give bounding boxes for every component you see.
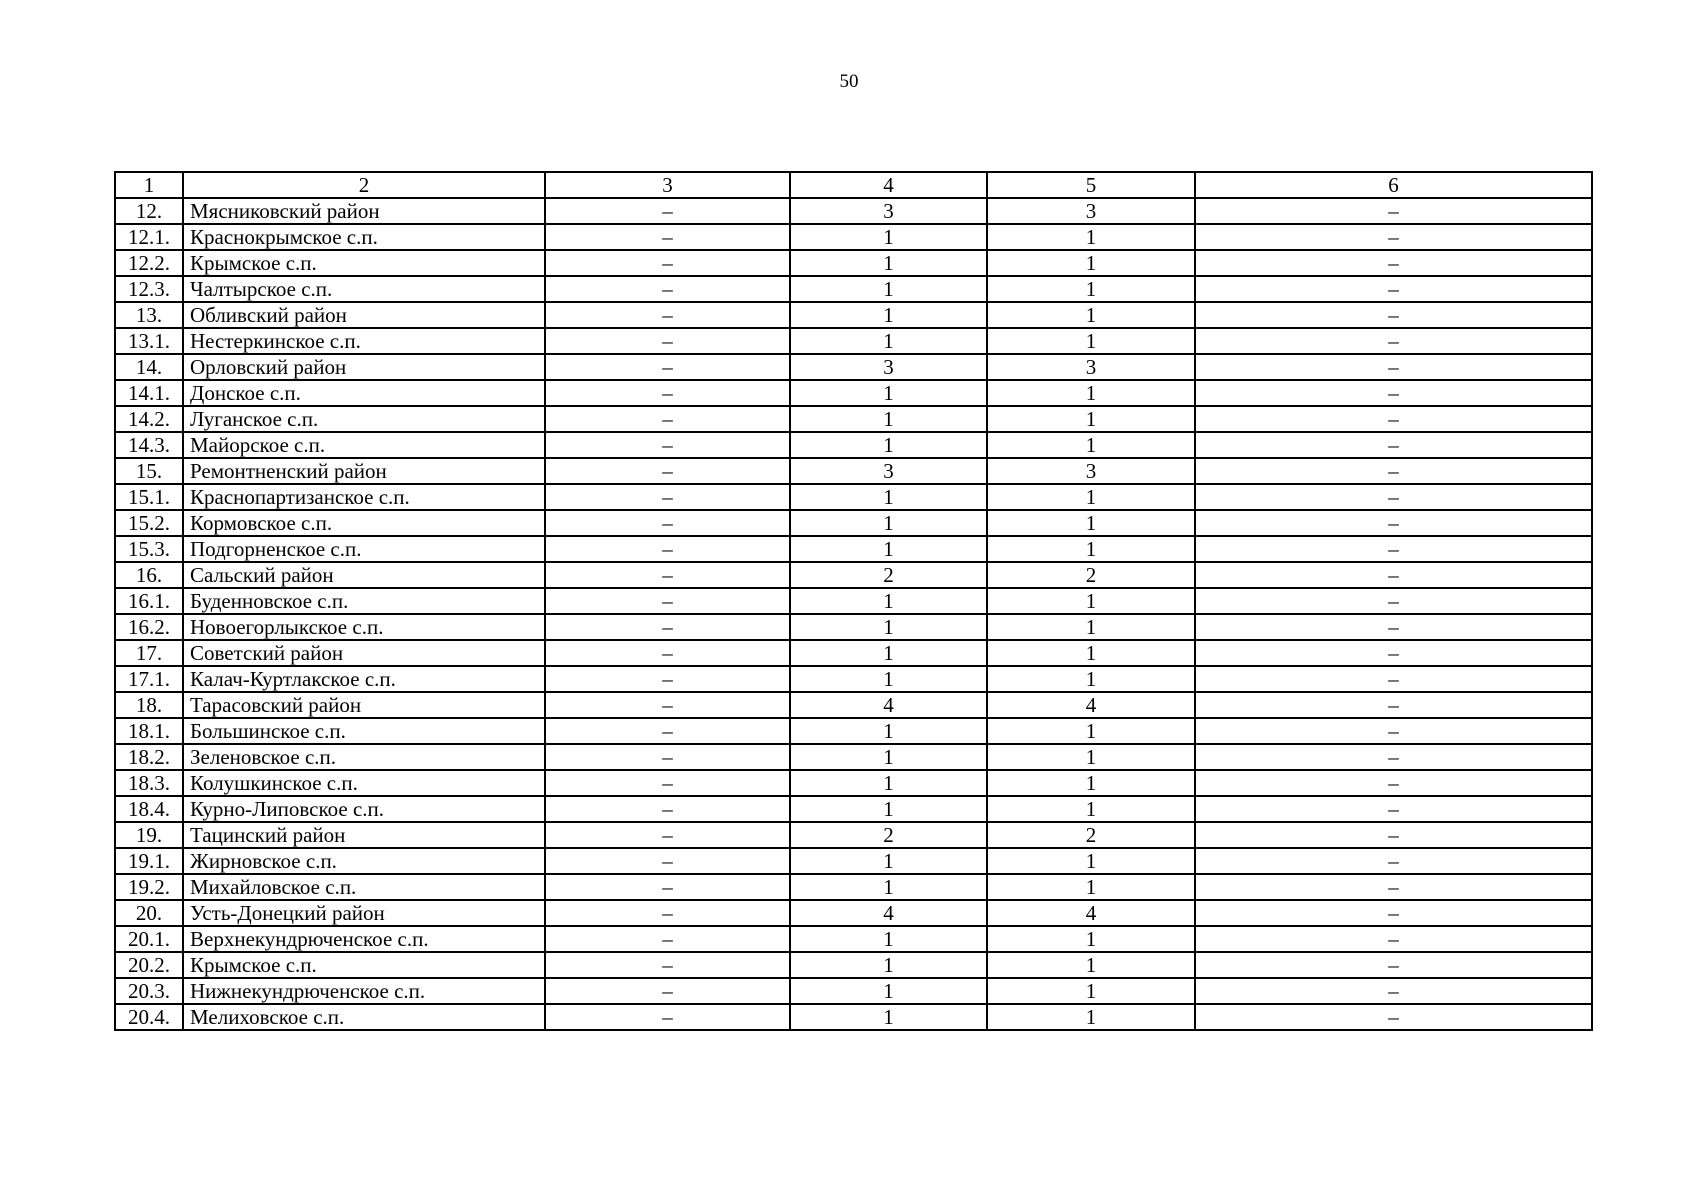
row-number-cell: 15. bbox=[115, 458, 183, 484]
col6-cell: – bbox=[1195, 614, 1592, 640]
col5-cell: 1 bbox=[987, 328, 1195, 354]
row-name-cell: Краснопартизанское с.п. bbox=[183, 484, 545, 510]
col3-cell: – bbox=[545, 562, 790, 588]
col6-cell: – bbox=[1195, 380, 1592, 406]
table-row bbox=[115, 744, 1592, 770]
table-row bbox=[115, 952, 1592, 978]
col4-cell: 4 bbox=[790, 692, 987, 718]
row-name-cell: Колушкинское с.п. bbox=[183, 770, 545, 796]
col3-cell: – bbox=[545, 224, 790, 250]
col5-cell: 1 bbox=[987, 614, 1195, 640]
table-row bbox=[115, 198, 1592, 224]
col5-cell: 1 bbox=[987, 510, 1195, 536]
col5-cell: 3 bbox=[987, 354, 1195, 380]
table-row bbox=[115, 692, 1592, 718]
col5-cell: 1 bbox=[987, 770, 1195, 796]
table-row bbox=[115, 536, 1592, 562]
col6-cell: – bbox=[1195, 458, 1592, 484]
row-name-cell: Большинское с.п. bbox=[183, 718, 545, 744]
col3-cell: – bbox=[545, 900, 790, 926]
col4-cell: 1 bbox=[790, 380, 987, 406]
col6-cell: – bbox=[1195, 510, 1592, 536]
col6-cell: – bbox=[1195, 536, 1592, 562]
column-header: 2 bbox=[183, 172, 545, 198]
col3-cell: – bbox=[545, 406, 790, 432]
col4-cell: 1 bbox=[790, 1004, 987, 1030]
row-number-cell: 12.3. bbox=[115, 276, 183, 302]
col4-cell: 1 bbox=[790, 484, 987, 510]
col3-cell: – bbox=[545, 874, 790, 900]
col3-cell: – bbox=[545, 302, 790, 328]
table-row bbox=[115, 874, 1592, 900]
row-number-cell: 18.3. bbox=[115, 770, 183, 796]
row-number-cell: 13.1. bbox=[115, 328, 183, 354]
col6-cell: – bbox=[1195, 874, 1592, 900]
col6-cell: – bbox=[1195, 848, 1592, 874]
col6-cell: – bbox=[1195, 640, 1592, 666]
col5-cell: 2 bbox=[987, 562, 1195, 588]
row-number-cell: 16.1. bbox=[115, 588, 183, 614]
row-name-cell: Жирновское с.п. bbox=[183, 848, 545, 874]
row-number-cell: 14.1. bbox=[115, 380, 183, 406]
col6-cell: – bbox=[1195, 484, 1592, 510]
table-row bbox=[115, 848, 1592, 874]
col4-cell: 2 bbox=[790, 562, 987, 588]
col3-cell: – bbox=[545, 536, 790, 562]
row-name-cell: Зеленовское с.п. bbox=[183, 744, 545, 770]
col3-cell: – bbox=[545, 952, 790, 978]
col3-cell: – bbox=[545, 978, 790, 1004]
row-name-cell: Нестеркинское с.п. bbox=[183, 328, 545, 354]
col3-cell: – bbox=[545, 640, 790, 666]
row-name-cell: Ремонтненский район bbox=[183, 458, 545, 484]
col6-cell: – bbox=[1195, 432, 1592, 458]
table-row bbox=[115, 822, 1592, 848]
table-row bbox=[115, 432, 1592, 458]
row-name-cell: Крымское с.п. bbox=[183, 250, 545, 276]
row-number-cell: 14. bbox=[115, 354, 183, 380]
col5-cell: 3 bbox=[987, 198, 1195, 224]
table-row bbox=[115, 796, 1592, 822]
col6-cell: – bbox=[1195, 406, 1592, 432]
column-header: 3 bbox=[545, 172, 790, 198]
col3-cell: – bbox=[545, 822, 790, 848]
col5-cell: 1 bbox=[987, 796, 1195, 822]
col6-cell: – bbox=[1195, 588, 1592, 614]
col5-cell: 1 bbox=[987, 406, 1195, 432]
col4-cell: 1 bbox=[790, 744, 987, 770]
row-number-cell: 12.1. bbox=[115, 224, 183, 250]
col3-cell: – bbox=[545, 926, 790, 952]
row-number-cell: 12. bbox=[115, 198, 183, 224]
col3-cell: – bbox=[545, 458, 790, 484]
row-name-cell: Новоегорлыкское с.п. bbox=[183, 614, 545, 640]
table-row bbox=[115, 250, 1592, 276]
table-row bbox=[115, 224, 1592, 250]
row-number-cell: 13. bbox=[115, 302, 183, 328]
col5-cell: 1 bbox=[987, 952, 1195, 978]
col5-cell: 1 bbox=[987, 640, 1195, 666]
col4-cell: 1 bbox=[790, 588, 987, 614]
col6-cell: – bbox=[1195, 718, 1592, 744]
row-number-cell: 14.3. bbox=[115, 432, 183, 458]
row-number-cell: 18.4. bbox=[115, 796, 183, 822]
row-number-cell: 20.3. bbox=[115, 978, 183, 1004]
row-name-cell: Тарасовский район bbox=[183, 692, 545, 718]
col4-cell: 1 bbox=[790, 536, 987, 562]
col6-cell: – bbox=[1195, 224, 1592, 250]
col5-cell: 1 bbox=[987, 666, 1195, 692]
col4-cell: 1 bbox=[790, 224, 987, 250]
column-header: 4 bbox=[790, 172, 987, 198]
col4-cell: 1 bbox=[790, 874, 987, 900]
table-row bbox=[115, 1004, 1592, 1030]
table-row bbox=[115, 718, 1592, 744]
row-number-cell: 18. bbox=[115, 692, 183, 718]
row-number-cell: 20.4. bbox=[115, 1004, 183, 1030]
col4-cell: 1 bbox=[790, 302, 987, 328]
table-row bbox=[115, 484, 1592, 510]
col6-cell: – bbox=[1195, 796, 1592, 822]
row-name-cell: Калач-Куртлакское с.п. bbox=[183, 666, 545, 692]
col4-cell: 1 bbox=[790, 796, 987, 822]
table-row bbox=[115, 328, 1592, 354]
col6-cell: – bbox=[1195, 744, 1592, 770]
column-header: 5 bbox=[987, 172, 1195, 198]
col4-cell: 3 bbox=[790, 354, 987, 380]
col5-cell: 1 bbox=[987, 874, 1195, 900]
col5-cell: 1 bbox=[987, 484, 1195, 510]
col3-cell: – bbox=[545, 848, 790, 874]
col3-cell: – bbox=[545, 744, 790, 770]
table-row bbox=[115, 458, 1592, 484]
col3-cell: – bbox=[545, 1004, 790, 1030]
col4-cell: 1 bbox=[790, 406, 987, 432]
col5-cell: 1 bbox=[987, 380, 1195, 406]
col4-cell: 1 bbox=[790, 718, 987, 744]
col3-cell: – bbox=[545, 484, 790, 510]
col3-cell: – bbox=[545, 198, 790, 224]
row-name-cell: Крымское с.п. bbox=[183, 952, 545, 978]
col5-cell: 1 bbox=[987, 536, 1195, 562]
table-row bbox=[115, 588, 1592, 614]
col4-cell: 1 bbox=[790, 328, 987, 354]
row-name-cell: Верхнекундрюченское с.п. bbox=[183, 926, 545, 952]
col5-cell: 1 bbox=[987, 302, 1195, 328]
row-number-cell: 15.3. bbox=[115, 536, 183, 562]
row-number-cell: 12.2. bbox=[115, 250, 183, 276]
col5-cell: 1 bbox=[987, 588, 1195, 614]
row-name-cell: Нижнекундрюченское с.п. bbox=[183, 978, 545, 1004]
row-number-cell: 20.2. bbox=[115, 952, 183, 978]
col4-cell: 1 bbox=[790, 770, 987, 796]
col3-cell: – bbox=[545, 796, 790, 822]
col3-cell: – bbox=[545, 250, 790, 276]
row-name-cell: Чалтырское с.п. bbox=[183, 276, 545, 302]
col4-cell: 1 bbox=[790, 666, 987, 692]
col3-cell: – bbox=[545, 510, 790, 536]
col5-cell: 1 bbox=[987, 848, 1195, 874]
col4-cell: 2 bbox=[790, 822, 987, 848]
table-row bbox=[115, 770, 1592, 796]
col3-cell: – bbox=[545, 692, 790, 718]
col5-cell: 1 bbox=[987, 744, 1195, 770]
col3-cell: – bbox=[545, 432, 790, 458]
table-row bbox=[115, 354, 1592, 380]
row-name-cell: Тацинский район bbox=[183, 822, 545, 848]
col5-cell: 3 bbox=[987, 458, 1195, 484]
row-name-cell: Советский район bbox=[183, 640, 545, 666]
col5-cell: 1 bbox=[987, 926, 1195, 952]
col6-cell: – bbox=[1195, 978, 1592, 1004]
col6-cell: – bbox=[1195, 926, 1592, 952]
col6-cell: – bbox=[1195, 822, 1592, 848]
col5-cell: 1 bbox=[987, 224, 1195, 250]
col4-cell: 1 bbox=[790, 432, 987, 458]
row-name-cell: Подгорненское с.п. bbox=[183, 536, 545, 562]
col4-cell: 1 bbox=[790, 926, 987, 952]
table-row bbox=[115, 926, 1592, 952]
page-number: 50 bbox=[839, 71, 859, 92]
table-row bbox=[115, 380, 1592, 406]
column-header: 1 bbox=[115, 172, 183, 198]
row-number-cell: 16. bbox=[115, 562, 183, 588]
col6-cell: – bbox=[1195, 562, 1592, 588]
row-name-cell: Майорское с.п. bbox=[183, 432, 545, 458]
col6-cell: – bbox=[1195, 328, 1592, 354]
col4-cell: 4 bbox=[790, 900, 987, 926]
table-row bbox=[115, 614, 1592, 640]
col4-cell: 1 bbox=[790, 276, 987, 302]
table-body bbox=[115, 172, 1592, 1030]
col4-cell: 1 bbox=[790, 510, 987, 536]
col6-cell: – bbox=[1195, 1004, 1592, 1030]
col4-cell: 1 bbox=[790, 614, 987, 640]
col5-cell: 1 bbox=[987, 250, 1195, 276]
col3-cell: – bbox=[545, 666, 790, 692]
table-row bbox=[115, 562, 1592, 588]
row-name-cell: Луганское с.п. bbox=[183, 406, 545, 432]
row-number-cell: 14.2. bbox=[115, 406, 183, 432]
row-name-cell: Мясниковский район bbox=[183, 198, 545, 224]
col5-cell: 1 bbox=[987, 718, 1195, 744]
row-name-cell: Обливский район bbox=[183, 302, 545, 328]
col6-cell: – bbox=[1195, 666, 1592, 692]
table-row bbox=[115, 640, 1592, 666]
row-number-cell: 15.2. bbox=[115, 510, 183, 536]
col6-cell: – bbox=[1195, 276, 1592, 302]
col4-cell: 1 bbox=[790, 978, 987, 1004]
col6-cell: – bbox=[1195, 354, 1592, 380]
col6-cell: – bbox=[1195, 952, 1592, 978]
col5-cell: 1 bbox=[987, 1004, 1195, 1030]
table-row bbox=[115, 302, 1592, 328]
row-number-cell: 19.2. bbox=[115, 874, 183, 900]
row-name-cell: Донское с.п. bbox=[183, 380, 545, 406]
col4-cell: 3 bbox=[790, 198, 987, 224]
row-number-cell: 19.1. bbox=[115, 848, 183, 874]
row-number-cell: 16.2. bbox=[115, 614, 183, 640]
row-name-cell: Буденновское с.п. bbox=[183, 588, 545, 614]
data-table bbox=[114, 171, 1593, 1031]
col5-cell: 2 bbox=[987, 822, 1195, 848]
col6-cell: – bbox=[1195, 250, 1592, 276]
col3-cell: – bbox=[545, 380, 790, 406]
table-header-row bbox=[115, 172, 1592, 198]
row-number-cell: 17.1. bbox=[115, 666, 183, 692]
col4-cell: 1 bbox=[790, 640, 987, 666]
col6-cell: – bbox=[1195, 692, 1592, 718]
col5-cell: 1 bbox=[987, 432, 1195, 458]
row-number-cell: 18.2. bbox=[115, 744, 183, 770]
table-row bbox=[115, 978, 1592, 1004]
col6-cell: – bbox=[1195, 770, 1592, 796]
row-number-cell: 15.1. bbox=[115, 484, 183, 510]
col6-cell: – bbox=[1195, 302, 1592, 328]
row-name-cell: Мелиховское с.п. bbox=[183, 1004, 545, 1030]
row-name-cell: Курно-Липовское с.п. bbox=[183, 796, 545, 822]
col3-cell: – bbox=[545, 354, 790, 380]
row-name-cell: Краснокрымское с.п. bbox=[183, 224, 545, 250]
table-row bbox=[115, 900, 1592, 926]
table-row bbox=[115, 510, 1592, 536]
col5-cell: 4 bbox=[987, 692, 1195, 718]
row-number-cell: 17. bbox=[115, 640, 183, 666]
row-number-cell: 18.1. bbox=[115, 718, 183, 744]
row-name-cell: Кормовское с.п. bbox=[183, 510, 545, 536]
col4-cell: 3 bbox=[790, 458, 987, 484]
col4-cell: 1 bbox=[790, 952, 987, 978]
row-name-cell: Сальский район bbox=[183, 562, 545, 588]
row-name-cell: Орловский район bbox=[183, 354, 545, 380]
table-row bbox=[115, 276, 1592, 302]
row-name-cell: Усть-Донецкий район bbox=[183, 900, 545, 926]
col3-cell: – bbox=[545, 276, 790, 302]
table-row bbox=[115, 406, 1592, 432]
col6-cell: – bbox=[1195, 198, 1592, 224]
row-name-cell: Михайловское с.п. bbox=[183, 874, 545, 900]
row-number-cell: 20.1. bbox=[115, 926, 183, 952]
col4-cell: 1 bbox=[790, 250, 987, 276]
col3-cell: – bbox=[545, 718, 790, 744]
col5-cell: 1 bbox=[987, 276, 1195, 302]
table-row bbox=[115, 666, 1592, 692]
col4-cell: 1 bbox=[790, 848, 987, 874]
col5-cell: 1 bbox=[987, 978, 1195, 1004]
col3-cell: – bbox=[545, 614, 790, 640]
col3-cell: – bbox=[545, 770, 790, 796]
column-header: 6 bbox=[1195, 172, 1592, 198]
col6-cell: – bbox=[1195, 900, 1592, 926]
col3-cell: – bbox=[545, 328, 790, 354]
col3-cell: – bbox=[545, 588, 790, 614]
row-number-cell: 19. bbox=[115, 822, 183, 848]
col5-cell: 4 bbox=[987, 900, 1195, 926]
row-number-cell: 20. bbox=[115, 900, 183, 926]
